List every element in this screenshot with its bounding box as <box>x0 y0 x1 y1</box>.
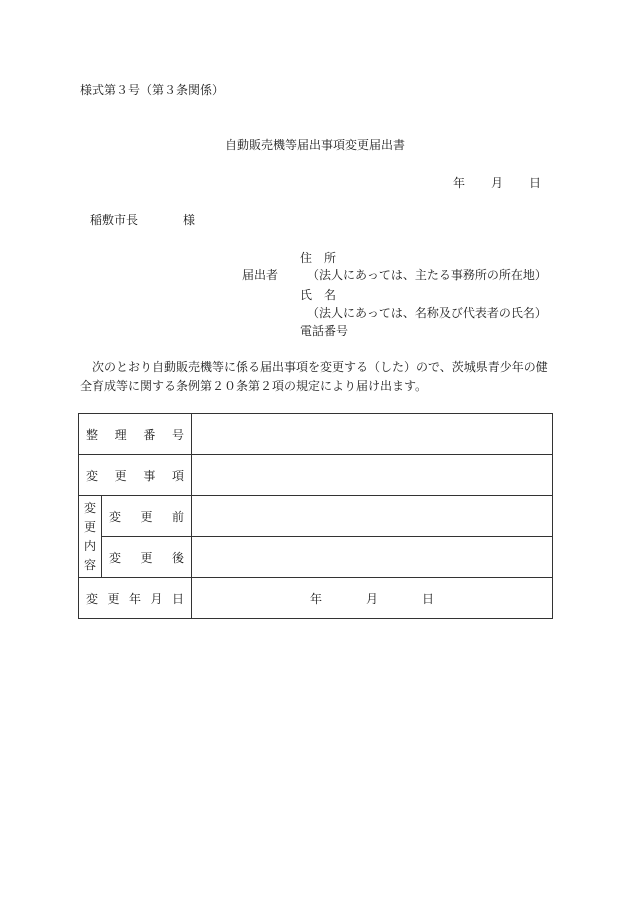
change-form-table <box>78 413 553 619</box>
name-note: （法人にあっては、名称及び代表者の氏名） <box>307 306 547 320</box>
document-title: 自動販売機等届出事項変更届出書 <box>225 138 406 152</box>
before-change-label: 変更前 <box>102 496 192 537</box>
notifier-label: 届出者 <box>242 268 279 282</box>
table-row <box>79 578 553 619</box>
addressee-honorific: 様 <box>183 213 196 227</box>
name-label: 氏 名 <box>300 288 337 302</box>
after-change-label: 変更後 <box>102 537 192 578</box>
before-change-field[interactable] <box>192 496 553 537</box>
change-date-day: 日 <box>422 591 435 606</box>
reference-number-label: 整理番号 <box>79 414 192 455</box>
change-date-month: 月 <box>366 591 379 606</box>
change-date-label: 変更年月日 <box>79 578 192 619</box>
addressee <box>90 211 195 228</box>
date-year: 年 <box>453 176 466 190</box>
change-date-field[interactable] <box>192 578 553 619</box>
change-item-field[interactable] <box>192 455 553 496</box>
change-date-year: 年 <box>309 591 322 606</box>
date-day: 日 <box>529 176 542 190</box>
form-number: 様式第３号（第３条関係） <box>80 83 225 97</box>
after-change-field[interactable] <box>192 537 553 578</box>
reference-number-field[interactable] <box>192 414 553 455</box>
address-note: （法人にあっては、主たる事務所の所在地） <box>307 268 547 282</box>
table-row <box>79 537 553 578</box>
phone-label: 電話番号 <box>300 324 349 338</box>
change-item-label: 変更事項 <box>79 455 192 496</box>
address-label: 住 所 <box>300 251 337 265</box>
change-content-label: 変 更 内 容 <box>79 496 102 578</box>
body-text: 次のとおり自動販売機等に係る届出事項を変更する（した）ので、茨城県青少年の健全育成等に関する条例第２０条第２項の規定により届け出ます。 <box>80 360 548 393</box>
submission-date <box>453 174 541 191</box>
table-row <box>79 496 553 537</box>
addressee-name: 稲敷市長 <box>90 213 139 227</box>
date-month: 月 <box>491 176 504 190</box>
table-row <box>79 414 553 455</box>
table-row <box>79 455 553 496</box>
